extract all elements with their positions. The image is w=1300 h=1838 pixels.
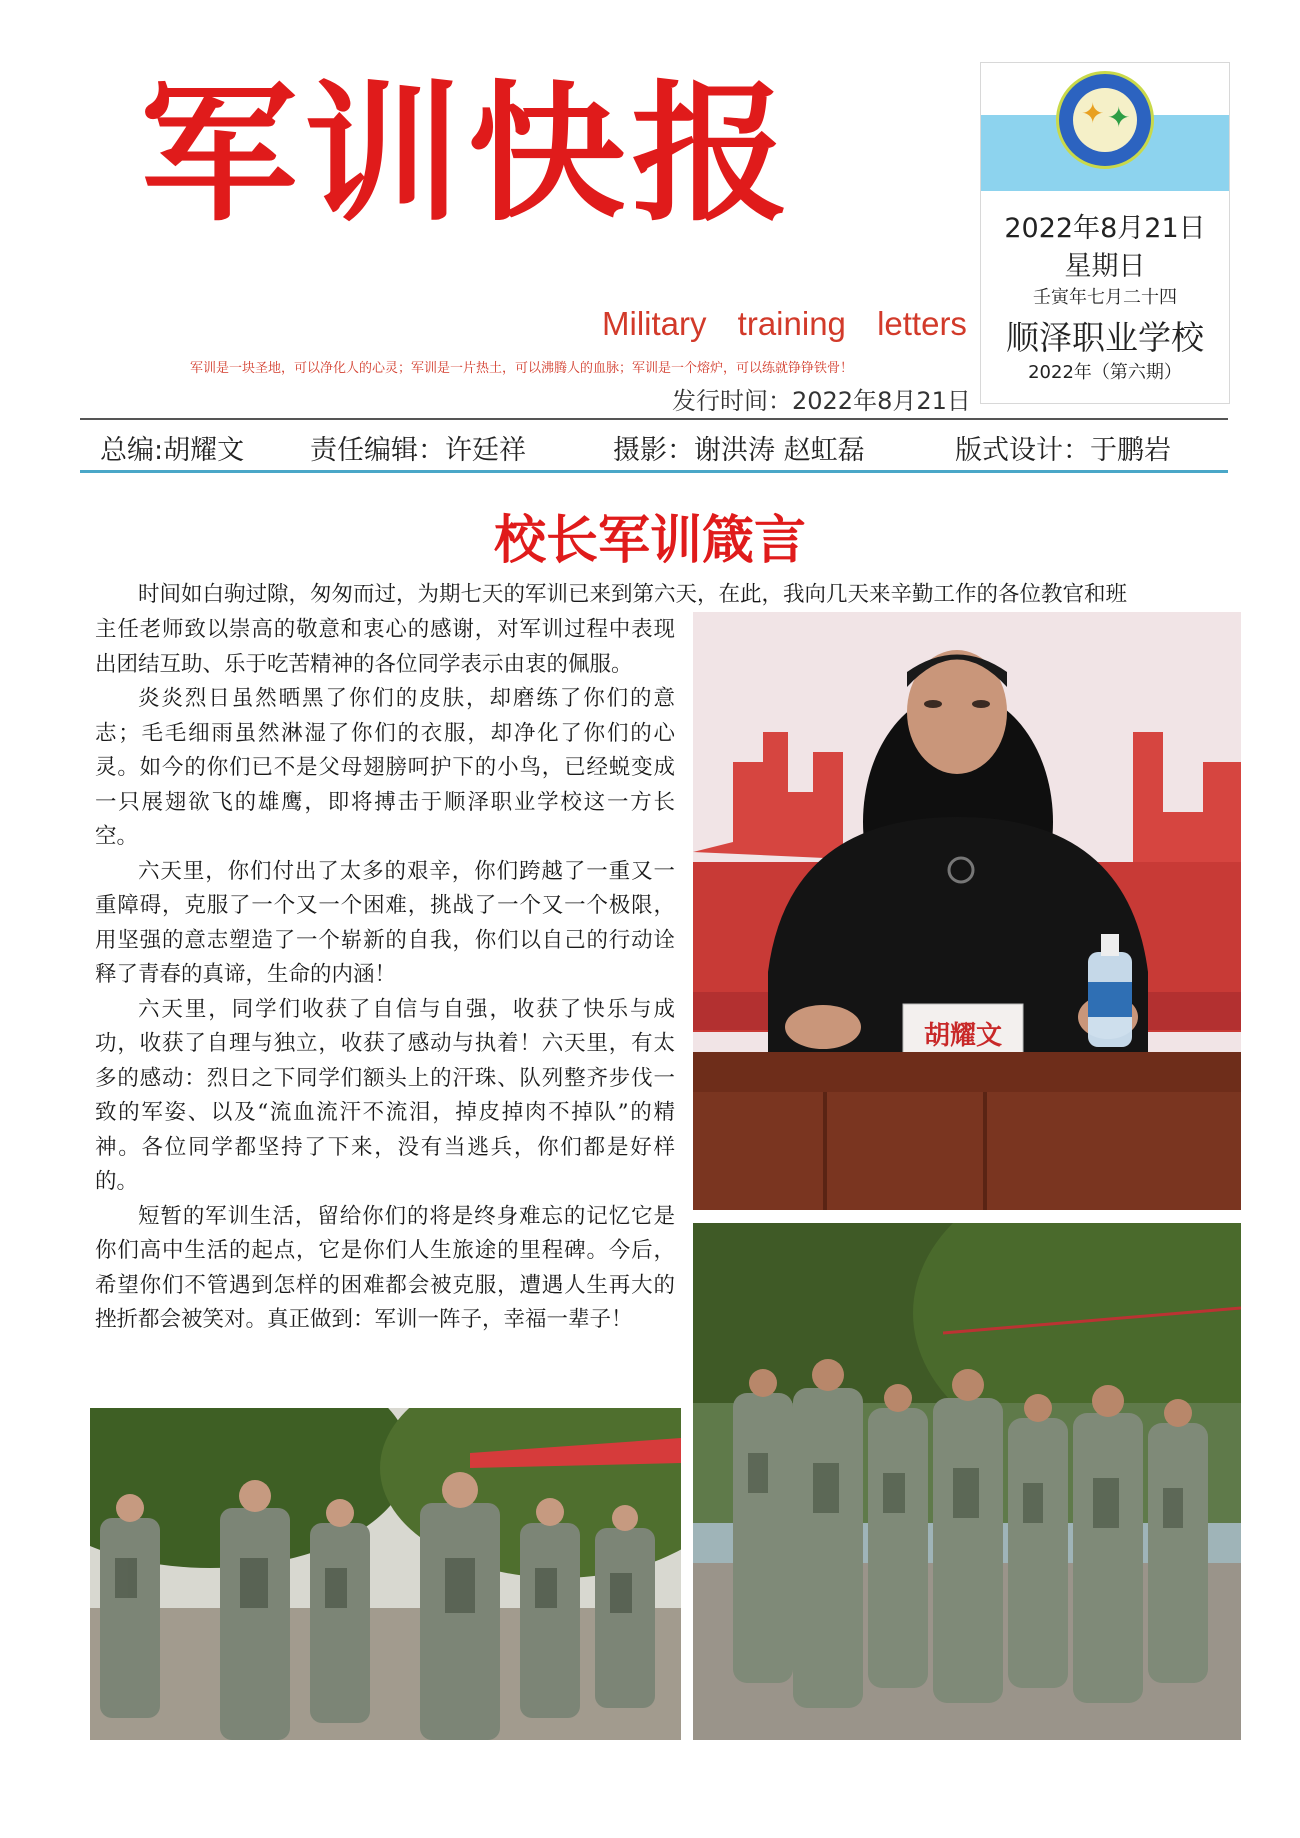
paragraph-2: 炎炎烈日虽然晒黑了你们的皮肤，却磨练了你们的意志；毛毛细雨虽然淋湿了你们的衣服，却净化了你们的心灵。如今的你们已不是父母翅膀呵护下的小鸟，已经蜕变成一只展翅欲飞的雄鹰，即将搏击于顺泽职业学校这一方长空。 <box>95 686 675 849</box>
article-first-line <box>95 578 1255 613</box>
article-body <box>95 613 675 1338</box>
staff-editor: 责任编辑：许廷祥 <box>310 435 526 466</box>
first-line-text: 时间如白驹过隙，匆匆而过，为期七天的军训已来到第六天，在此，我向几天来辛勤工作的各位教官和班 <box>138 582 1128 607</box>
school-logo: ✦ ✦ <box>1056 71 1154 169</box>
school-name: 顺泽职业学校 <box>1006 318 1204 357</box>
saluting-students-photo-left <box>90 1408 681 1740</box>
masthead-motto: 军训是一块圣地，可以净化人的心灵；军训是一片热土，可以沸腾人的血脉；军训是一个熔炉，可以练就铮铮铁骨！ <box>190 361 854 376</box>
staff-designer: 版式设计：于鹏岩 <box>955 435 1171 466</box>
principal-photo <box>693 612 1241 1210</box>
date-text: 2022年8月21日 <box>1004 213 1206 244</box>
rule-top <box>80 418 1228 420</box>
paragraph-5: 短暂的军训生活，留给你们的将是终身难忘的记忆它是你们高中生活的起点，它是你们人生旅途的里程碑。今后，希望你们不管遇到怎样的困难都会被克服，遭遇人生再大的挫折都会被笑对。真正做到：军训一阵子，幸福一辈子！ <box>95 1203 675 1332</box>
masthead-title: 军训快报 <box>140 68 796 242</box>
staff-chief-editor: 总编:胡耀文 <box>100 435 245 466</box>
paragraph-3: 六天里，你们付出了太多的艰辛，你们跨越了一重又一重障碍，克服了一个又一个困难，挑战了一个又一个极限，用坚强的意志塑造了一个崭新的自我，你们以自己的行动诠释了青春的真谛，生命的内涵！ <box>95 858 675 987</box>
saluting-students-photo-right <box>693 1223 1241 1740</box>
masthead-subtitle-en: Military training letters <box>602 305 967 342</box>
nameplate-text: 胡耀文 <box>923 1021 1003 1051</box>
staff-photographers: 摄影：谢洪涛 赵虹磊 <box>613 435 865 466</box>
rule-bottom <box>80 470 1228 473</box>
article-title: 校长军训箴言 <box>493 511 806 571</box>
paragraph-4: 六天里，同学们收获了自信与自强，收获了快乐与成功，收获了自理与独立，收获了感动与执着！六天里，有太多的感动：烈日之下同学们额头上的汗珠、队列整齐步伐一致的军姿、以及“流血流汗不流泪，掉皮掉肉不掉队”的精神。各位同学都坚持了下来，没有当逃兵，你们都是好样的。 <box>95 996 675 1194</box>
date-box <box>980 62 1230 404</box>
issue-number: 2022年（第六期） <box>1028 362 1182 383</box>
issue-date: 发行时间：2022年8月21日 <box>672 387 971 415</box>
paragraph-1: 主任老师致以崇高的敬意和衷心的感谢，对军训过程中表现出团结互助、乐于吃苦精神的各位同学表示由衷的佩服。 <box>95 617 675 677</box>
lunar-date-text: 壬寅年七月二十四 <box>1033 287 1177 308</box>
weekday-text: 星期日 <box>1064 251 1146 282</box>
